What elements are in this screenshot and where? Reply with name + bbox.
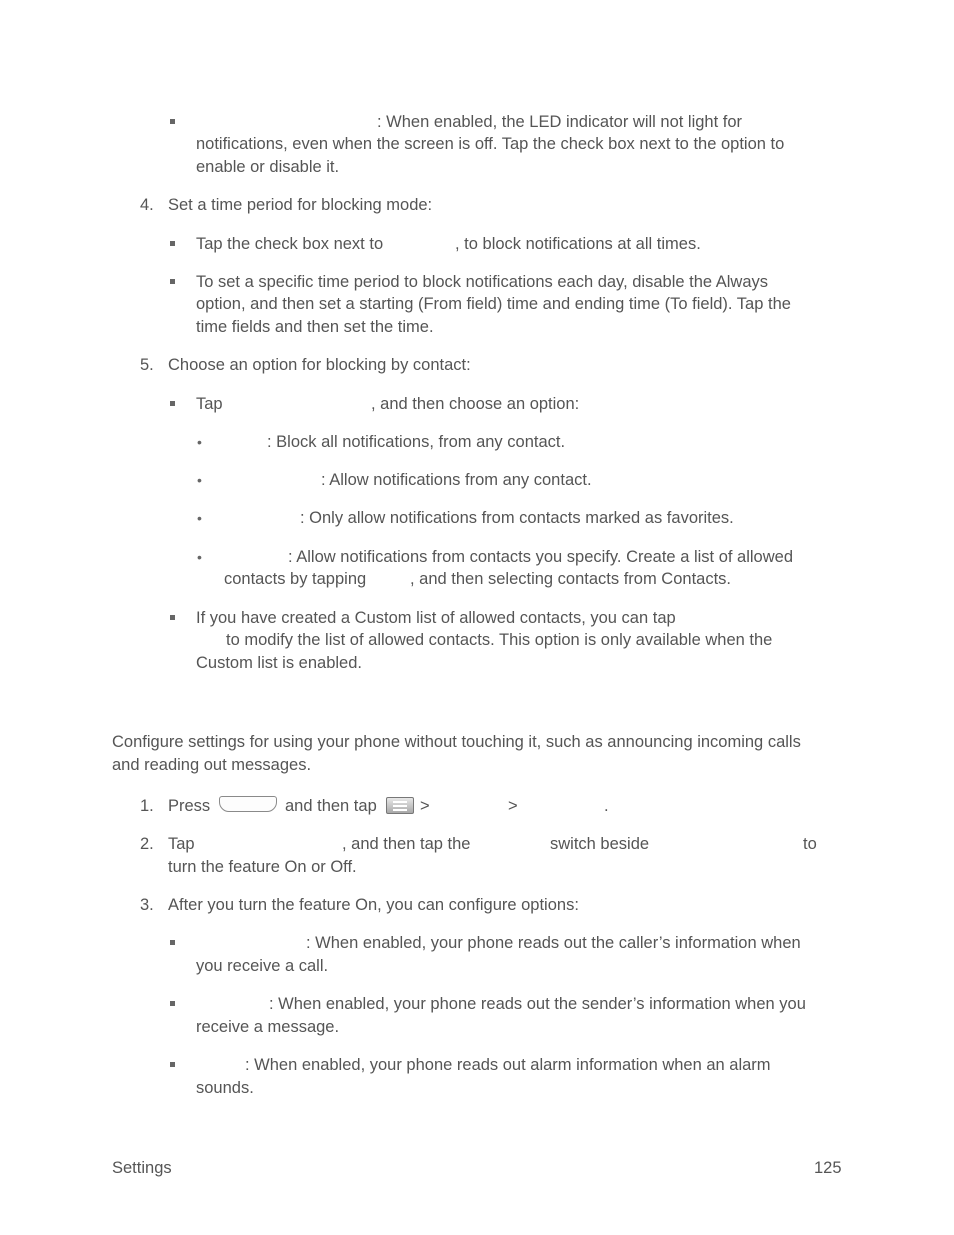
- menu-key-icon: [386, 797, 414, 814]
- custom-list-bullet-line-1: If you have created a Custom list of allowed contacts, you can tap: [196, 609, 676, 627]
- bullet-dot-icon: •: [197, 434, 202, 450]
- step-1-number: 1.: [140, 797, 154, 815]
- bullet-dot-icon: •: [197, 510, 202, 526]
- step-1-press: Press: [168, 797, 211, 815]
- custom-list-bullet-line-2: to modify the list of allowed contacts. This option is only available when the: [226, 631, 773, 649]
- step-3-text: After you turn the feature On, you can configure options:: [168, 896, 579, 914]
- always-bullet-pre: Tap the check box next to: [196, 235, 384, 253]
- bullet-square-icon: [170, 615, 175, 620]
- option-all-contacts: : Allow notifications from any contact.: [321, 471, 592, 489]
- messages-option-line-2: receive a message.: [196, 1018, 340, 1036]
- step-2-mid: , and then tap the: [342, 835, 471, 853]
- bullet-square-icon: [170, 241, 175, 246]
- step-1-then-tap: and then tap: [285, 797, 377, 815]
- option-none: : Block all notifications, from any contact.: [267, 433, 566, 451]
- step-1-gt-1: >: [420, 797, 430, 815]
- led-option-line-1: : When enabled, the LED indicator will not light for: [377, 113, 743, 131]
- step-1-gt-2: >: [508, 797, 518, 815]
- led-option-line-3: enable or disable it.: [196, 158, 340, 176]
- incoming-calls-option-line-2: you receive a call.: [196, 957, 329, 975]
- bullet-square-icon: [170, 119, 175, 124]
- intro-line-2: and reading out messages.: [112, 756, 312, 774]
- step-1-period: .: [604, 797, 609, 815]
- incoming-calls-option-line-1: : When enabled, your phone reads out the caller’s information when: [306, 934, 801, 952]
- bullet-square-icon: [170, 279, 175, 284]
- step-5-number: 5.: [140, 356, 154, 374]
- bullet-square-icon: [170, 1001, 175, 1006]
- step-5-text: Choose an option for blocking by contact:: [168, 356, 471, 374]
- bullet-dot-icon: •: [197, 472, 202, 488]
- step-2-number: 2.: [140, 835, 154, 853]
- option-custom-line-2-post: , and then selecting contacts from Contacts.: [410, 570, 732, 588]
- messages-option-line-1: : When enabled, your phone reads out the sender’s information when you: [269, 995, 806, 1013]
- step-2-tap: Tap: [168, 835, 195, 853]
- option-favorites: : Only allow notifications from contacts marked as favorites.: [300, 509, 734, 527]
- home-key-icon: [219, 796, 277, 812]
- option-custom-line-1: : Allow notifications from contacts you specify. Create a list of allowed: [288, 548, 794, 566]
- led-option-line-2: notifications, even when the screen is off. Tap the check box next to the option to: [196, 135, 785, 153]
- step-4-number: 4.: [140, 196, 154, 214]
- allowed-contacts-post: , and then choose an option:: [371, 395, 580, 413]
- step-4-text: Set a time period for blocking mode:: [168, 196, 433, 214]
- option-custom-line-2-pre: contacts by tapping: [224, 570, 367, 588]
- bullet-square-icon: [170, 401, 175, 406]
- intro-line-1: Configure settings for using your phone without touching it, such as announcing incoming calls: [112, 733, 801, 751]
- always-bullet-post: , to block notifications at all times.: [455, 235, 701, 253]
- custom-list-bullet-line-3: Custom list is enabled.: [196, 654, 362, 672]
- step-2-switch-beside: switch beside: [550, 835, 650, 853]
- bullet-square-icon: [170, 1062, 175, 1067]
- step-2-to: to: [803, 835, 817, 853]
- footer-section-name: Settings: [112, 1159, 172, 1177]
- allowed-contacts-tap: Tap: [196, 395, 223, 413]
- bullet-dot-icon: •: [197, 549, 202, 565]
- alarm-option-line-1: : When enabled, your phone reads out alarm information when an alarm: [245, 1056, 771, 1074]
- alarm-option-line-2: sounds.: [196, 1079, 254, 1097]
- footer-page-number: 125: [814, 1159, 842, 1177]
- time-period-bullet-line-2: option, and then set a starting (From field) time and ending time (To field). Tap the: [196, 295, 791, 313]
- bullet-square-icon: [170, 940, 175, 945]
- step-2-line-2: turn the feature On or Off.: [168, 858, 357, 876]
- time-period-bullet-line-3: time fields and then set the time.: [196, 318, 434, 336]
- time-period-bullet-line-1: To set a specific time period to block notifications each day, disable the Always: [196, 273, 768, 291]
- step-3-number: 3.: [140, 896, 154, 914]
